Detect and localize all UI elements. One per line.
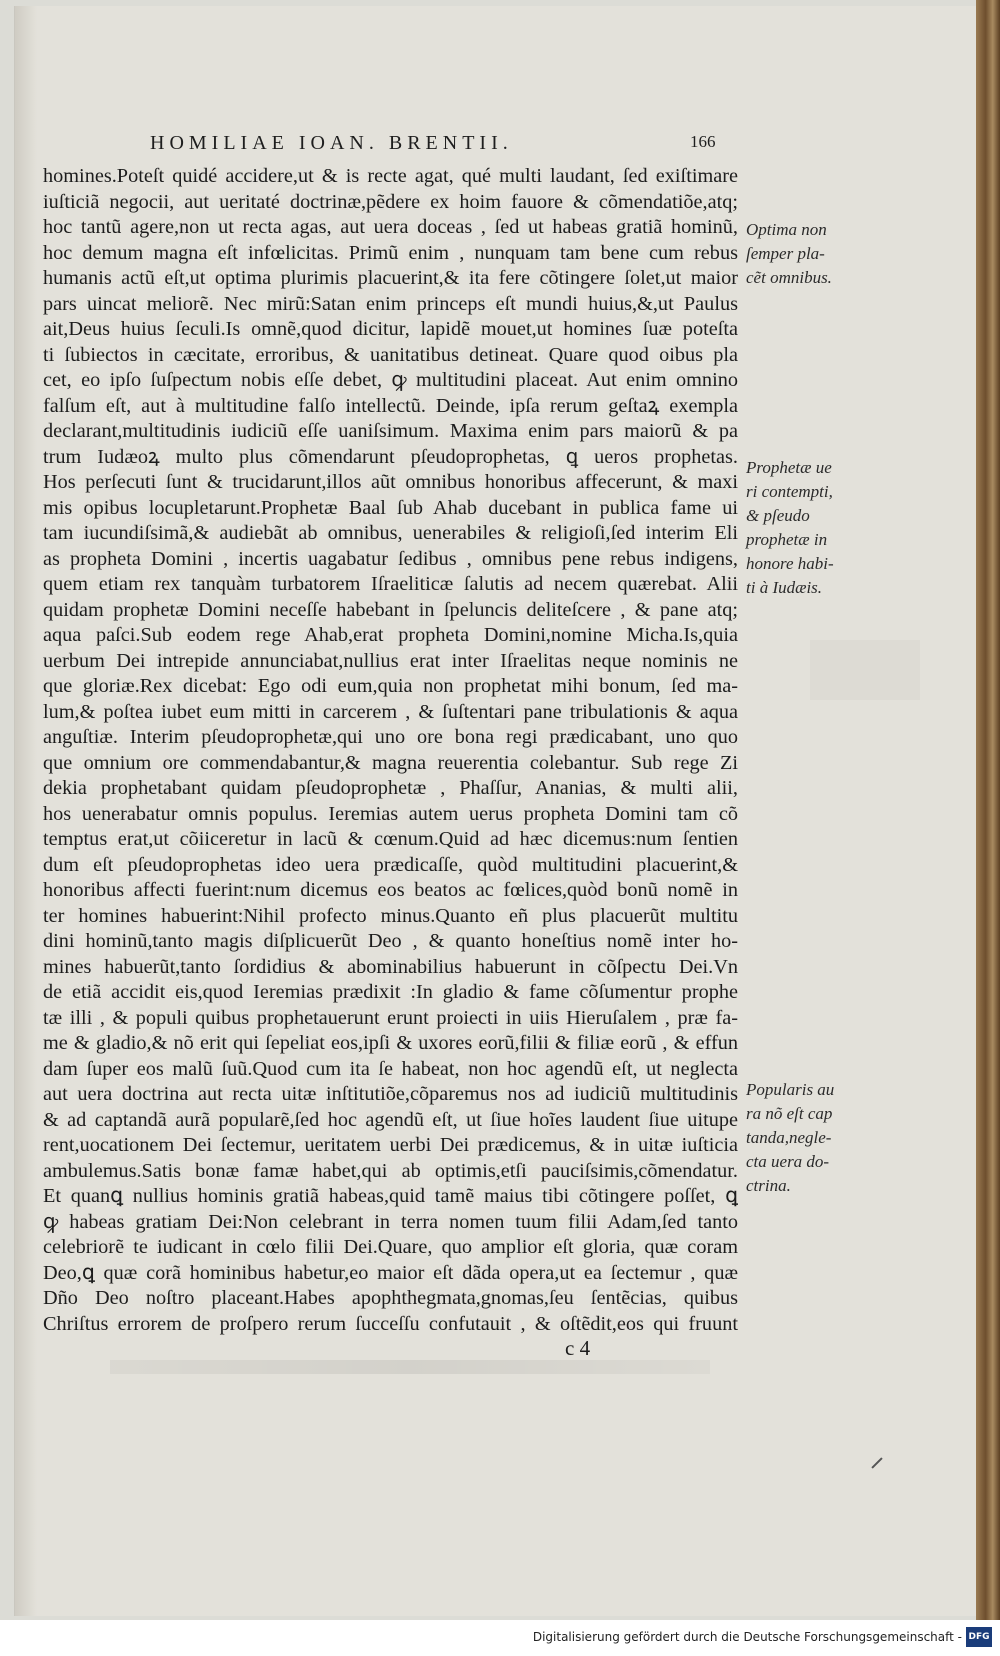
text-line: rent,uocationem Dei ſectemur, ueritatem uerbi Dei prædicemus, & in uitæ iuſticia bbox=[43, 1134, 738, 1156]
marginal-note-line: prophetæ in bbox=[746, 530, 828, 549]
text-line: uerbum Dei intrepide annunciabat,nullius erat inter Iſraelitas neque nominis ne bbox=[43, 649, 738, 672]
text-line: Dño Deo noſtro placeant.Habes apophthegmata,gnomas,ſeu ſentẽcias, quibus bbox=[43, 1287, 738, 1309]
signature-mark: c 4 bbox=[565, 1336, 591, 1360]
text-line: temptus erat,ut cõiiceretur in lacũ & cœnum.Quid ad hæc dicemus:num ſentien bbox=[43, 828, 738, 850]
marginal-note-line: ctrina. bbox=[746, 1176, 791, 1195]
text-line: Chriſtus errorem de proſpero rerum ſucceſſu confutauit , & oſtẽdit,eos qui fruunt bbox=[43, 1312, 738, 1335]
text-line: dini hominũ,tanto magis diſplicuerũt Deo , & quanto honeſtius nomẽ inter ho- bbox=[43, 930, 738, 952]
marginal-note-3 bbox=[746, 1078, 842, 1198]
text-line: Et quanꝗ nullius hominis gratiã habeas,quid tamẽ maius tibi cõtingere poſſet, ꝗ bbox=[43, 1185, 738, 1207]
text-line: hoc tantũ agere,non ut recta agas, aut uera doceas , ſed ut habeas gratiã hominũ, bbox=[43, 216, 738, 238]
marginal-note-2 bbox=[746, 456, 842, 600]
marginal-note-line: Prophetæ ue bbox=[746, 458, 832, 477]
text-line: aqua paſci.Sub eodem rege Ahab,erat propheta Domini,nomine Micha.Is,quia bbox=[43, 624, 738, 646]
text-line: ambulemus.Satis bonæ famæ habet,qui ab optimis,etſi pauciſsimis,cõmendatur. bbox=[43, 1159, 738, 1182]
main-text-block bbox=[43, 164, 738, 1337]
text-line: pars uincat meliorẽ. Nec mirũ:Satan enim princeps eſt mundi huius,&,ut Paulus bbox=[43, 292, 738, 315]
text-line: & ad captandã aurã popularẽ,ſed hoc agendũ eſt, ut ſiue hoĩes laudent ſiue uitupe bbox=[43, 1108, 738, 1131]
text-line: dekia prophetabant quidam pſeudoprophetæ , Phaſſur, Ananias, & multi alii, bbox=[43, 777, 738, 799]
text-line: ꝙ habeas gratiam Dei:Non celebrant in terra nomen tuum filii Adam,ſed tanto bbox=[43, 1210, 738, 1233]
marginal-note-line: ra nõ eſt cap bbox=[746, 1104, 833, 1123]
book-edge bbox=[976, 0, 1000, 1620]
text-line: humanis actũ eſt,ut optima plurimis placuerint,& ita fere cõtingere ſolet,ut maior bbox=[43, 267, 738, 289]
text-line: ait,Deus huius ſeculi.Is omnẽ,quod dicitur, lapidẽ mouet,ut homines ſuæ poteſta bbox=[43, 318, 738, 340]
folio-number: 166 bbox=[690, 132, 716, 151]
text-line: falſum eſt, aut à multitudine falſo intellectũ. Deinde, ipſa rerum geſtaꝝ exempla bbox=[43, 394, 738, 417]
page-gutter-shadow bbox=[15, 6, 37, 1616]
text-line: lum,& poſtea iubet eum mitti in carcerem , & ſuſtentari pane tribulationis & aqua bbox=[43, 700, 738, 723]
marginal-note-line: cta uera do- bbox=[746, 1152, 830, 1171]
text-line: dam ſuper eos malũ ſuũ.Quod cum ita ſe habeat, non hoc agendũ eſt, ut neglecta bbox=[43, 1057, 738, 1080]
marginal-note-line: ſemper pla- bbox=[746, 244, 825, 263]
text-line: tam iucundiſsimã,& audiebãt ab omnibus, uenerabiles & religioſi,ſed interim Eli bbox=[43, 522, 738, 544]
marginal-note-line: cẽt omnibus. bbox=[746, 268, 832, 287]
text-line: de etiã accidit eis,quod Ieremias prædixit :In gladio & fame cõſumentur prophe bbox=[43, 981, 738, 1003]
text-line: anguſtiæ. Interim pſeudoprophetæ,qui uno ore bona regi prædicabant, uno quo bbox=[43, 726, 738, 748]
marginal-note-line: tanda,negle- bbox=[746, 1128, 832, 1147]
text-line: celebriorẽ te iudicant in cœlo filii Dei.Quare, quo amplior eſt gloria, quæ coram bbox=[43, 1236, 738, 1258]
dfg-logo: DFG bbox=[966, 1627, 992, 1647]
text-line: mis opibus locupletarunt.Prophetæ Baal ſub Ahab ducebant in publica fame ui bbox=[43, 496, 738, 519]
show-through-smudge bbox=[810, 640, 920, 700]
marginal-note-line: Popularis au bbox=[746, 1080, 835, 1099]
text-line: mines habuerũt,tanto ſordidius & abominabilius habuerunt in cõſpectu Dei.Vn bbox=[43, 955, 738, 978]
text-line: tæ illi , & populi quibus prophetauerunt erunt proiecti in uiis Hieruſalem , præ fa- bbox=[43, 1006, 738, 1029]
text-line: Hos perſecuti ſunt & trucidarunt,illos aũt omnibus honoribus affecerunt, & maxi bbox=[43, 471, 738, 493]
text-line: me & gladio,& nõ erit qui ſepeliat eos,ipſi & uxores eorũ,filii & filiæ eorũ , & effun bbox=[43, 1032, 738, 1054]
text-line: que omnium ore commendabantur,& magna reuerentia colebantur. Sub rege Zi bbox=[43, 751, 738, 774]
text-line: hoc demum magna eſt infœlicitas. Primũ enim , nunquam tam bene cum rebus bbox=[43, 241, 738, 264]
text-line: iuſticiã negocii, aut ueritaté doctrinæ,pẽdere ex hoim fauore & cõmendatiõe,atq; bbox=[43, 190, 738, 213]
text-line: que gloriæ.Rex dicebat: Ego odi eum,quia non prophetat mihi bonum, ſed ma- bbox=[43, 675, 738, 697]
text-line: homines.Poteſt quidé accidere,ut & is recte agat, qué multi laudant, ſed exiſtimare bbox=[43, 165, 738, 187]
text-line: cet, eo ipſo ſuſpectum nobis eſſe debet, ꝙ multitudini placeat. Aut enim omnino bbox=[43, 369, 738, 391]
marginal-note-line: honore habi- bbox=[746, 554, 834, 573]
marginal-note-line: Optima non bbox=[746, 220, 827, 239]
header-title: HOMILIAE IOAN. BRENTII. bbox=[150, 132, 513, 154]
running-header bbox=[150, 132, 720, 155]
text-line: aut uera doctrina aut recta uitæ inſtitutiõe,cõparemus nos ad iudiciũ multitudinis bbox=[43, 1083, 738, 1105]
text-line: honoribus affecti fuerint:num dicemus eos beatos ac fœlices,quòd bonũ nomẽ in bbox=[43, 879, 738, 901]
text-line: declarant,multitudinis iudiciũ eſſe uaniſsimum. Maxima enim pars maiorũ & pa bbox=[43, 420, 738, 442]
text-line: hos uenerabatur omnis populus. Ieremias autem uerus propheta Domini tam cõ bbox=[43, 802, 738, 825]
text-line: dum eſt pſeudoprophetas ideo uera prædicaſſe, quòd multitudini placuerint,& bbox=[43, 853, 738, 876]
marginal-note-1 bbox=[746, 218, 842, 290]
bleed-through-line bbox=[110, 1360, 710, 1374]
text-line: Deo,ꝗ quæ corã hominibus habetur,eo maior eſt dãda opera,ut ea ſectemur , quæ bbox=[43, 1261, 738, 1284]
marginal-note-line: ti à Iudæis. bbox=[746, 578, 823, 597]
text-line: ti ſubiectos in cæcitate, erroribus, & uanitatibus detineat. Quare quod oibus pla bbox=[43, 343, 738, 366]
text-line: trum Iudæoꝝ multo plus cõmendarunt pſeudoprophetas, ꝗ ueros prophetas. bbox=[43, 445, 738, 468]
text-line: ter homines habuerint:Nihil profecto minus.Quanto eñ plus placuerũt multitu bbox=[43, 904, 738, 927]
text-line: as propheta Domini , incertis uagabatur ſedibus , omnibus pene rebus indigens, bbox=[43, 547, 738, 570]
marginal-note-line: ri contempti, bbox=[746, 482, 833, 501]
digitization-footer bbox=[0, 1620, 1000, 1656]
funding-credit: Digitalisierung gefördert durch die Deutsche Forschungsgemeinschaft - bbox=[532, 1630, 962, 1644]
marginal-note-line: & pſeudo bbox=[746, 506, 810, 525]
text-line: quidam prophetæ Domini neceſſe habebant in ſpeluncis deliteſcere , & pane atq; bbox=[43, 598, 738, 621]
text-line: quem etiam rex tanquàm turbatorem Iſraeliticæ ſalutis ad necem quærebat. Alii bbox=[43, 573, 738, 595]
